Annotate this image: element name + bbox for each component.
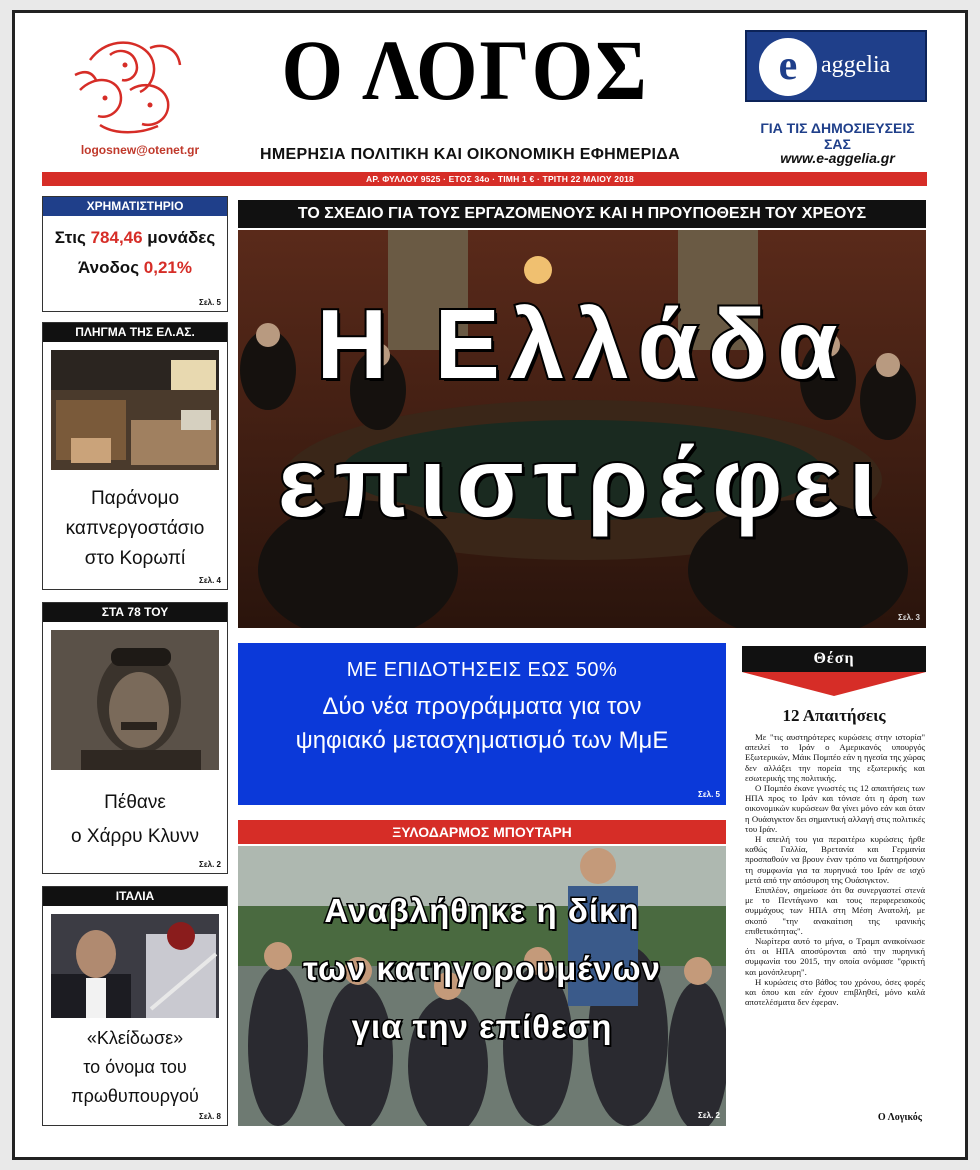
- story-box-italy: [42, 886, 228, 1126]
- page-ref: Σελ. 8: [199, 1112, 221, 1121]
- masthead-subtitle: ΗΜΕΡΗΣΙΑ ΠΟΛΙΤΙΚΗ ΚΑΙ ΟΙΚΟΝΟΜΙΚΗ ΕΦΗΜΕΡΙΔΑ: [260, 146, 680, 163]
- bottom-title-line1: Αναβλήθηκε η δίκη: [324, 892, 640, 929]
- logo-faces-illustration: [70, 30, 190, 140]
- page-ref: Σελ. 2: [199, 860, 221, 869]
- lead-title-line2: επιστρέφει: [277, 427, 887, 537]
- column-paragraph: Με "τις αυστηρότερες κυρώσεις στην ιστορία" απειλεί το Ιράν ο Αμερικανός υπουργός Εξωτερικών, Μάικ Πομπέο εάν η ηγεσία της χώρας δεν αλλάξει την πορεία της εξωτερικής και εσωτερικής της πολιτικής.: [745, 732, 925, 783]
- page-ref: Σελ. 5: [199, 298, 221, 307]
- column-label-arrow: [742, 672, 926, 696]
- column-paragraph: Η κυρώσεις στο βάθος του χρόνου, όσες φορές και όπου και εάν έχουν επιβληθεί, μόνο καλά αποτελέσματα δεν έφεραν.: [745, 976, 925, 1008]
- page-ref: Σελ. 3: [898, 613, 920, 622]
- contact-email: logosnew@otenet.gr: [80, 143, 200, 157]
- column-paragraph: Επιπλέον, σημείωσε ότι θα συνεργαστεί στενά με το Πεντάγωνο και τους περιφερειακούς συμμάχους των ΗΠΑ στη Μέση Ανατολή, με σκοπό "την ανακαίτιση της ιρανικής επιθετικότητας".: [745, 885, 925, 936]
- stock-change-value: 0,21%: [143, 258, 192, 277]
- column-paragraph: Η απειλή του για περαιτέρω κυρώσεις ήρθε καθώς Γαλλία, Βρετανία και Γερμανία προσπαθούν να βρουν έναν τρόπο να διατηρήσουν τη συμφωνία για τα πυρηνικά του Ιράν σε ισχύ μετά από την απόσυρση της Ουάσιγκτον.: [745, 834, 925, 885]
- column-body: [745, 732, 925, 1007]
- story-heading: ΙΤΑΛΙΑ: [43, 887, 227, 906]
- story-box-harry-klynn: [42, 602, 228, 874]
- boutaris-attack-photo: [238, 846, 726, 1126]
- story-heading: ΠΛΗΓΜΑ ΤΗΣ ΕΛ.ΑΣ.: [43, 323, 227, 342]
- story-caption: Παράνομο καπνεργοστάσιο στο Κορωπί: [65, 488, 205, 569]
- story-caption: Πέθανε ο Χάρρυ Κλυνν: [71, 792, 199, 847]
- factory-photo: [51, 350, 219, 470]
- page-ref: Σελ. 5: [698, 790, 720, 799]
- stock-change-line: Άνοδος 0,21%: [78, 258, 192, 277]
- italy-photo-graphic: [51, 914, 219, 1018]
- stock-index-value: 784,46: [90, 228, 143, 247]
- issue-info: ΑΡ. ΦΥΛΛΟΥ 9525 · ΕΤΟΣ 34ο · ΤΙΜΗ 1 € · ΤΡΙΤΗ 22 ΜΑΙΟΥ 2018: [366, 174, 634, 184]
- lead-title-line1: Η Ελλάδα: [316, 289, 848, 399]
- column-signature: Ο Λογικός: [877, 1112, 922, 1123]
- bottom-title-line2: των κατηγορουμένων: [303, 950, 661, 987]
- factory-photo-graphic: [51, 350, 219, 470]
- promo-headline: Δύο νέα προγράμματα για τον ψηφιακό μετασχηματισμό των ΜμΕ: [295, 693, 669, 754]
- story-heading: ΣΤΑ 78 ΤΟΥ: [43, 603, 227, 622]
- masthead-title: Ο ΛΟΓΟΣ: [281, 22, 649, 118]
- eaggelia-ad-logo: [745, 30, 927, 102]
- page-ref: Σελ. 4: [199, 576, 221, 585]
- bottom-kicker: ΞΥΛΟΔΑΡΜΟΣ ΜΠΟΥΤΑΡΗ: [238, 820, 726, 844]
- portrait-photo-graphic: [51, 630, 219, 770]
- column-title: 12 Απαιτήσεις: [782, 706, 886, 725]
- eaggelia-wordmark: aggelia: [821, 52, 891, 78]
- ad-tagline: ΓΙΑ ΤΙΣ ΔΗΜΟΣΙΕΥΣΕΙΣ ΣΑΣ: [760, 120, 915, 152]
- cabinet-meeting-photo: [238, 230, 926, 628]
- story-box-cigarette-factory: [42, 322, 228, 590]
- lead-kicker: ΤΟ ΣΧΕΔΙΟ ΓΙΑ ΤΟΥΣ ΕΡΓΑΖΟΜΕΝΟΥΣ ΚΑΙ Η ΠΡΟΥΠΟΘΕΣΗ ΤΟΥ ΧΡΕΟΥΣ: [238, 200, 926, 228]
- page-ref: Σελ. 2: [698, 1111, 720, 1120]
- stock-index-line: Στις 784,46 μονάδες: [54, 228, 216, 247]
- column-label: Θέση: [742, 646, 926, 672]
- sme-programs-promo: [238, 643, 726, 805]
- bottom-title-line3: για την επίθεση: [351, 1008, 613, 1045]
- promo-kicker: ΜΕ ΕΠΙΔΟΤΗΣΕΙΣ ΕΩΣ 50%: [346, 659, 618, 681]
- italy-photo: [51, 914, 219, 1018]
- column-paragraph: Ο Πομπέο έκανε γνωστές τις 12 απαιτήσεις των ΗΠΑ προς το Ιράν και τόνισε ότι η άρση των οικονομικών κυρώσεων θα γίνει μόνο εάν και όταν η Ουάσιγκτον δει σημαντική αλλαγή στις πολιτικές του Ιράν.: [745, 783, 925, 834]
- column-paragraph: Νωρίτερα αυτό το μήνα, ο Τραμπ ανακοίνωσε ότι οι ΗΠΑ αποσύρονται από την πυρηνική συμφωνία του 2015, την οποία ονόμασε "φρικτή και μονόπλευρη".: [745, 936, 925, 977]
- portrait-photo: [51, 630, 219, 770]
- stock-market-box: [42, 196, 228, 312]
- eaggelia-e-icon: e: [759, 38, 817, 96]
- story-caption: «Κλείδωσε» το όνομα του πρωθυπουργού: [71, 1028, 199, 1106]
- stock-heading: ΧΡΗΜΑΤΙΣΤΗΡΙΟ: [43, 197, 227, 216]
- ad-url: www.e-aggelia.gr: [780, 150, 895, 166]
